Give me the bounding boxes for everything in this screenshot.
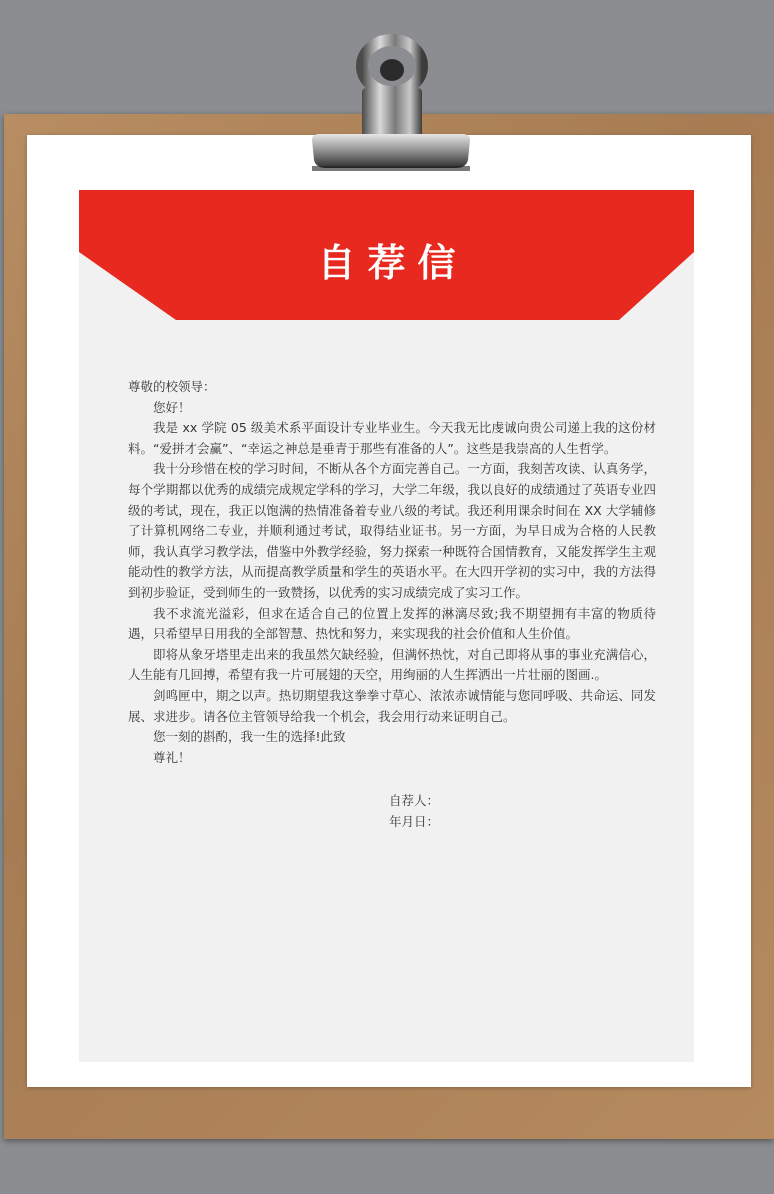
paragraph: 剑鸣匣中，期之以声。热切期望我这拳拳寸草心、浓浓赤诚情能与您同呼吸、共命运、同发展、求进步。请各位主管领导给我一个机会，我会用行动来证明自己。 bbox=[128, 687, 656, 724]
binder-clip-icon bbox=[300, 22, 480, 182]
paragraph: 我十分珍惜在校的学习时间，不断从各个方面完善自己。一方面，我刻苦攻读、认真务学，每个学期都以优秀的成绩完成规定学科的学习，大学二年级，我以良好的成绩通过了英语专业四级的考试，现在，我正以饱满的热情准备着专业八级的考试。我还利用课余时间在 XX 大学辅修了计算机网络二专业，并顺利通过考试，取得结业证书。另一方面，为早日成为合格的人民教师，我认真学习教学法，借鉴中外教学经验，努力探索一种既符合国情教育，又能发挥学生主观能动性的教学方法，从而提高教学质量和学生的英语水平。在大四开学初的实习中，我的方法得到初步验证，受到师生的一致赞扬，以优秀的实习成绩完成了实习工作。 bbox=[128, 461, 656, 600]
date-label: 年月日： bbox=[389, 814, 440, 829]
paragraph: 我不求流光溢彩，但求在适合自己的位置上发挥的淋漓尽致;我不期望拥有丰富的物质待遇，只希望早日用我的全部智慧、热忱和努力，来实现我的社会价值和人生价值。 bbox=[128, 605, 656, 642]
signature-block bbox=[389, 790, 439, 832]
closing-regards: 尊礼！ bbox=[153, 749, 191, 765]
closing-line: 您一刻的斟酌，我一生的选择!此致 bbox=[153, 729, 346, 745]
letter-body bbox=[128, 377, 656, 768]
paragraph: 即将从象牙塔里走出来的我虽然欠缺经验，但满怀热忱，对自己即将从事的事业充满信心，人生能有几回搏，希望有我一片可展翅的天空，用绚丽的人生挥洒出一片壮丽的图画.。 bbox=[128, 646, 656, 683]
greeting: 您好！ bbox=[153, 399, 191, 415]
page-title: 自荐信 bbox=[317, 241, 468, 285]
paragraph: 我是 xx 学院 05 级美术系平面设计专业毕业生。今天我无比虔诚向贵公司递上我的这份材料。“爱拼才会赢”、“幸运之神总是垂青于那些有准备的人”。这些是我崇高的人生哲学。 bbox=[128, 420, 656, 456]
signer-label: 自荐人： bbox=[389, 793, 440, 808]
salutation: 尊敬的校领导： bbox=[128, 379, 216, 394]
